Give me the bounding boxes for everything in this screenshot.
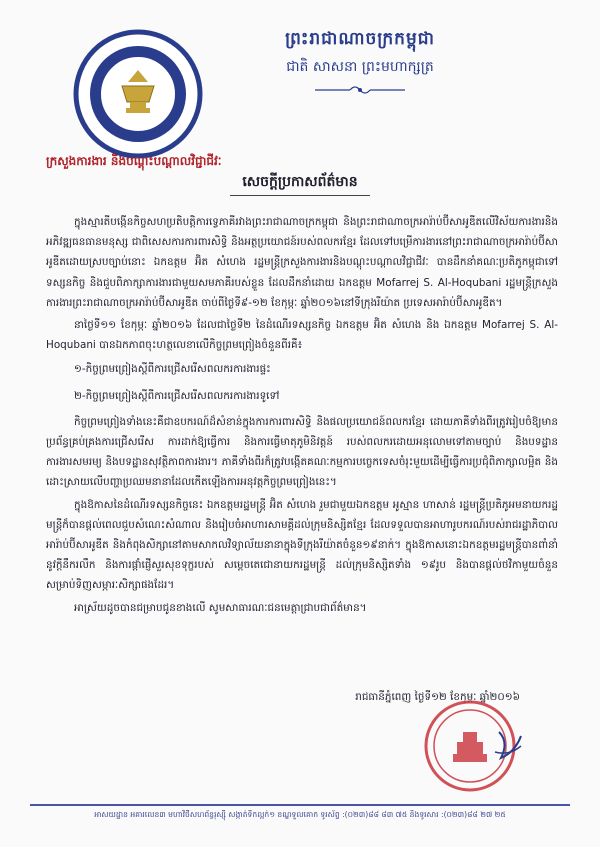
paragraph-importance: កិច្ចព្រមព្រៀងទាំងនេះគឺជាឧបករណ៍ដ៏សំខាន់ក្នុងការការពារសិទ្ធិ និងផលប្រយោជន៍ពលករខ្មែរ ដោយភាគីទាំងពីរត្រូវរៀបចំឱ្យមានប្រព័ន្ធគ្រប់គ្រងការជ្រើសរើស ការដាក់ឱ្យធ្វើការ និងការធ្វើមាតុភូមិនិវត្តន៍ របស់ពលករដោយអនុលោមទៅតាមច្បាប់ និងបទដ្ឋានការងារសមរម្យ និងបទដ្ឋានសុវត្ថិភាពការងារ។ ភាគីទាំងពីរក៏ត្រូវបង្កើតគណៈកម្មការបច្ចេកទេសចំរុះមួយដើម្បីធ្វើការប្រជុំពិភាក្សាលម្អិត និងដោះស្រាយលើបញ្ហាប្រឈមនានាដែលកើតឡើងការអនុវត្តកិច្ចព្រមព្រៀងនេះ។ xyxy=(46,415,558,489)
official-seal-icon xyxy=(415,692,535,797)
paragraph-intro: ក្នុងស្មារតីបង្កើនកិច្ចសហប្រតិបត្តិការទ្វេភាគីរវាងព្រះរាជាណាចក្រកម្ពុជា និងព្រះរាជាណាចក្រអារ៉ាប់ប៊ីសាអូឌីតលើវិស័យការងារនិងអភិវឌ្ឍធនធានមនុស្ស ជាពិសេសការការពារសិទ្ធិ និងអត្ថប្រយោជន៍របស់ពលករខ្មែរ ដែលទៅបម្រើការងារនៅព្រះរាជាណាចក្រអារ៉ាប់ប៊ីសាអូឌីតដោយស្របច្បាប់នោះ ឯកឧត្តម អ៊ិត សំហេង រដ្ឋមន្ត្រីក្រសួងការងារនិងបណ្តុះបណ្តាលវិជ្ជាជីវៈ បានដឹកនាំគណៈប្រតិភូកម្ពុជាទៅទស្សនកិច្ច និងជួបពិភាក្សាការងារជាមួយសមភាគីរបស់ខ្លួន ដែលដឹកនាំដោយ ឯកឧត្តម Mofarrej S. Al-Hoqubani រដ្ឋមន្ត្រីក្រសួងការងារព្រះរាជាណាចក្រអារ៉ាប់ប៊ីសាអូឌីត ចាប់ពីថ្ងៃទី៩-១២ ខែកុម្ភៈ ឆ្នាំ២០១៦នៅទីក្រុងរីយ៉ាត ប្រទេសអារ៉ាប់ប៊ីសាអូឌីត។ xyxy=(46,216,558,309)
footer-address: អាសយដ្ឋាន អគារលេខ៣ មហាវិថីសហព័ន្ធរុស្ស៊ី សង្កាត់ទឹកល្អក់១ ខណ្ឌទួលគោក ទូរស័ព្ទ :(០២៣)៨៨ ៨៣ ៧៥ និងទូរសារ :(០២៣)៨៨ ២៧ ២៥ xyxy=(94,810,506,819)
paragraph-students: ក្នុងឱកាសនៃដំណើរទស្សនកិច្ចនេះ ឯកឧត្តមរដ្ឋមន្ត្រី អ៊ិត សំហេង រួមជាមួយឯកឧត្តម អូស្មាន ហាសាន់ រដ្ឋមន្ត្រីប្រតិភូអមនាយករដ្ឋមន្ត្រីក៏បានផ្តល់ពេលជួបសំណេះសំណាល និងរៀបចំអាហារសាមគ្គីដល់ក្រុមនិស្សិតខ្មែរ ដែលទទួលបានអាហារូបករណ៍របស់រាជរដ្ឋាភិបាលអារ៉ាប់ប៊ីសាអូឌីត និងកំពុងសិក្សានៅតាមសាកលវិទ្យាល័យនានាក្នុងទីក្រុងរីយ៉ាតចំនួន១៩នាក់។ ក្នុងឱកាសនោះឯកឧត្តមរដ្ឋមន្ត្រីបានពាំនាំនូវក្តីនឹករលឹក និងការផ្តាំផ្ញើសួរសុខទុក្ខរបស់ សម្តេចតេជោនាយករដ្ឋមន្ត្រី ដល់ក្រុមនិស្សិតទាំង ១៩រូប និងបានផ្តល់ថវិកាមួយចំនួនសម្រាប់ទិញសម្ភារៈសិក្សាផងដែរ។ xyxy=(46,498,558,592)
paragraph-signing: នាថ្ងៃទី១១ ខែកុម្ភៈ ឆ្នាំ២០១៦ ដែលជាថ្ងៃទី២ នៃដំណើរទស្សនកិច្ច ឯកឧត្តម អ៊ិត សំហេង និង ឯកឧត្តម Mofarrej S. Al-Hoqubani បានឯកភាពចុះហត្ថលេខាលើកិច្ចព្រមព្រៀងចំនួនពីរគឺ៖ xyxy=(46,319,558,352)
agreement-item-1: ១-កិច្ចព្រមព្រៀងស្តីពីការជ្រើសរើសពលករការងារផ្ទះ xyxy=(74,363,271,376)
date-line: រាជធានីភ្នំពេញ ថ្ងៃទី១២ ខែកុម្ភៈ ឆ្នាំ២០១៦ xyxy=(355,691,520,703)
ornament-divider-icon xyxy=(315,84,405,96)
footer-rule xyxy=(30,804,570,806)
document-body xyxy=(46,212,558,620)
agreement-item-2: ២-កិច្ចព្រមព្រៀងស្តីពីការជ្រើសរើសពលករការងារទូទៅ xyxy=(74,389,280,402)
ministry-name: ក្រសួងការងារ និងបណ្តុះបណ្តាលវិជ្ជាជីវៈ xyxy=(46,154,222,168)
kingdom-header xyxy=(190,28,530,96)
title-underline xyxy=(230,195,370,196)
document-title: សេចក្តីប្រកាសព័ត៌មាន xyxy=(242,174,358,190)
paragraph-closing: អាស្រ័យដូចបានជម្រាបជូនខាងលើ សូមសាធារណៈជនមេត្តាជ្រាបជាព័ត៌មាន។ xyxy=(74,601,367,614)
ministry-emblem-icon xyxy=(70,26,206,162)
kingdom-line: ព្រះរាជាណាចក្រកម្ពុជា xyxy=(285,29,435,49)
motto-line: ជាតិ សាសនា ព្រះមហាក្សត្រ xyxy=(286,59,434,75)
